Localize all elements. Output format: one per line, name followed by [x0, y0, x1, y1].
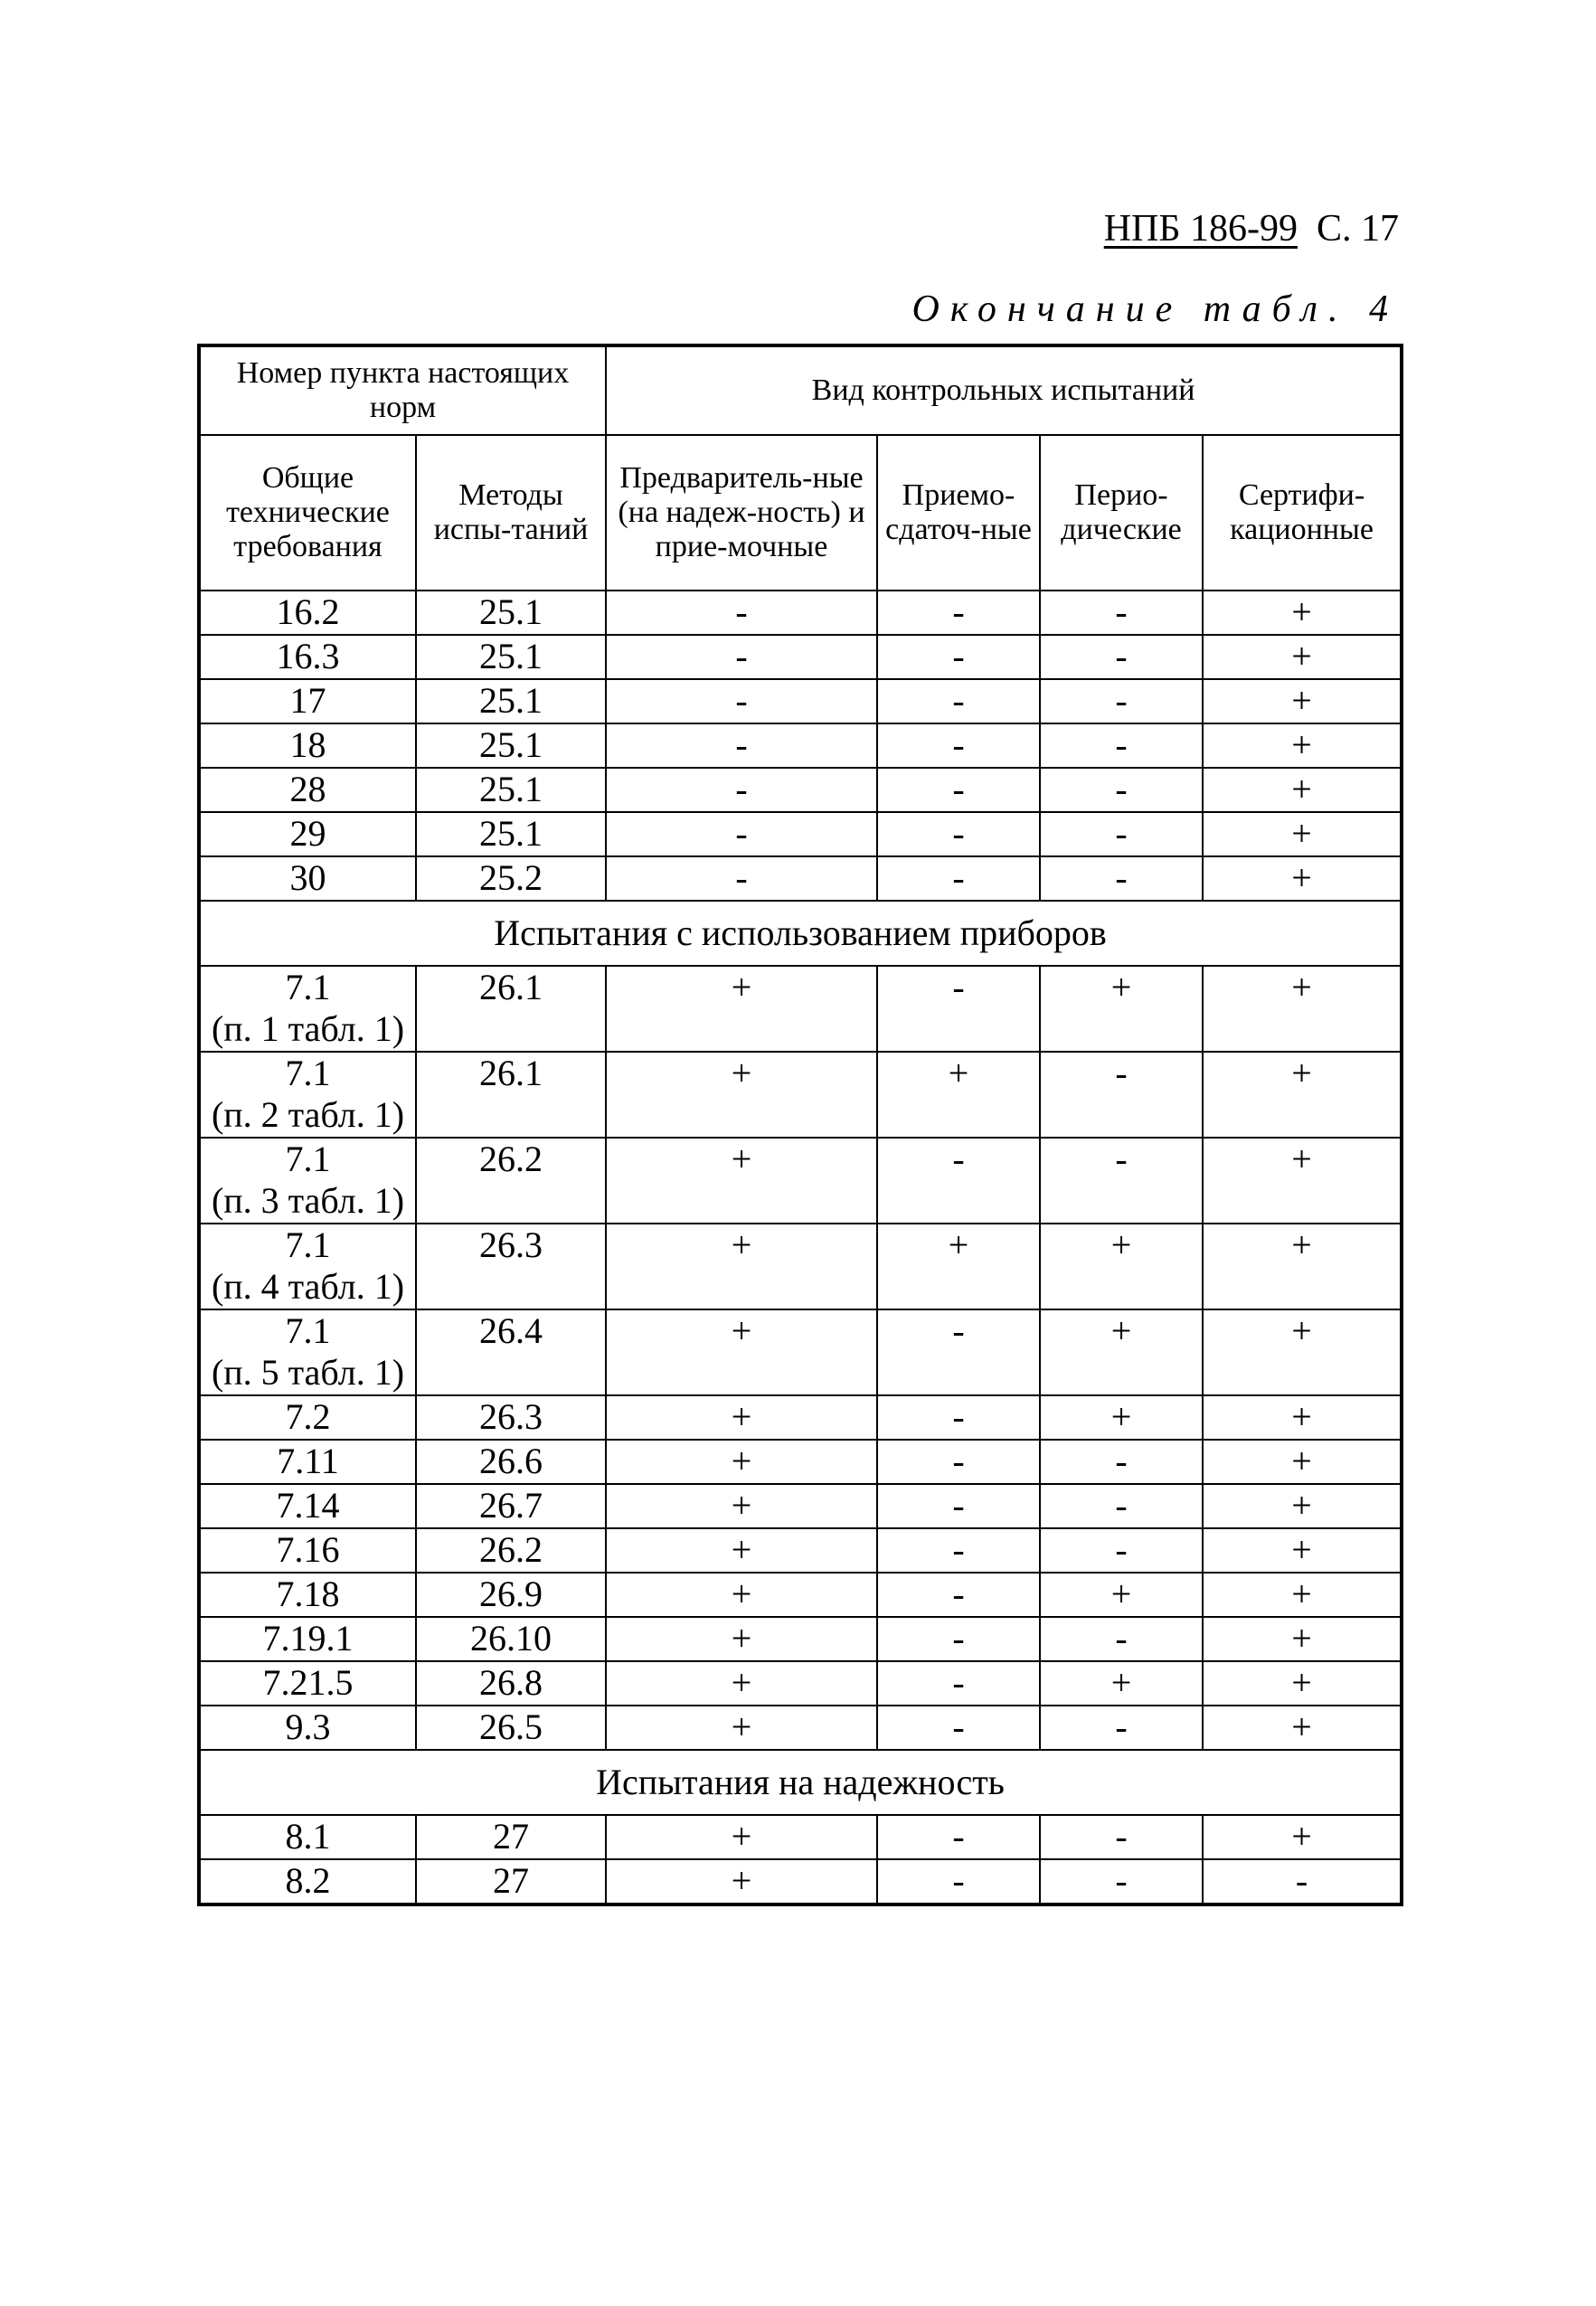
cell-acceptance: -: [877, 856, 1040, 901]
cell-periodic: +: [1040, 966, 1203, 1052]
table-row: [199, 1138, 1402, 1224]
cell-preliminary: -: [606, 679, 877, 723]
cell-acceptance: -: [877, 1395, 1040, 1440]
table-row: [199, 1859, 1402, 1904]
cell-requirement: 7.1 (п. 5 табл. 1): [199, 1309, 416, 1395]
cell-certification: +: [1203, 768, 1402, 812]
cell-requirement: 7.1 (п. 1 табл. 1): [199, 966, 416, 1052]
cell-method: 25.1: [416, 768, 606, 812]
cell-preliminary: -: [606, 812, 877, 856]
cell-certification: +: [1203, 1309, 1402, 1395]
table-row: [199, 1528, 1402, 1573]
cell-certification: +: [1203, 1617, 1402, 1661]
cell-acceptance: -: [877, 1138, 1040, 1224]
table-row: [199, 723, 1402, 768]
cell-acceptance: -: [877, 812, 1040, 856]
cell-preliminary: +: [606, 1224, 877, 1309]
cell-certification: +: [1203, 1224, 1402, 1309]
cell-requirement: 30: [199, 856, 416, 901]
header-preliminary-tests: Предваритель-ные (на надеж-ность) и прие-мочные: [606, 435, 877, 591]
cell-acceptance: -: [877, 635, 1040, 679]
cell-preliminary: -: [606, 591, 877, 635]
cell-method: 25.1: [416, 679, 606, 723]
cell-requirement: 7.1 (п. 4 табл. 1): [199, 1224, 416, 1309]
cell-certification: +: [1203, 1661, 1402, 1706]
table-row: [199, 1706, 1402, 1750]
table-row: [199, 1395, 1402, 1440]
cell-acceptance: -: [877, 1528, 1040, 1573]
cell-certification: +: [1203, 591, 1402, 635]
cell-acceptance: +: [877, 1224, 1040, 1309]
header-certification-tests: Сертифи-кационные: [1203, 435, 1402, 591]
cell-certification: +: [1203, 812, 1402, 856]
group-header-clause-numbers: Номер пункта настоящих норм: [199, 345, 606, 435]
cell-preliminary: +: [606, 1706, 877, 1750]
cell-method: 26.5: [416, 1706, 606, 1750]
cell-periodic: -: [1040, 1138, 1203, 1224]
table-body: [199, 591, 1402, 1904]
cell-certification: +: [1203, 1138, 1402, 1224]
cell-requirement: 29: [199, 812, 416, 856]
cell-preliminary: +: [606, 1617, 877, 1661]
table-caption: Окончание табл. 4: [911, 288, 1399, 330]
table-row: [199, 1224, 1402, 1309]
cell-requirement: 7.18: [199, 1573, 416, 1617]
table-row: [199, 1052, 1402, 1138]
cell-method: 25.1: [416, 635, 606, 679]
cell-periodic: +: [1040, 1395, 1203, 1440]
cell-acceptance: -: [877, 679, 1040, 723]
cell-preliminary: +: [606, 1859, 877, 1904]
header-periodic-tests: Перио-дические: [1040, 435, 1203, 591]
cell-requirement: 28: [199, 768, 416, 812]
cell-requirement: 16.3: [199, 635, 416, 679]
cell-requirement: 17: [199, 679, 416, 723]
cell-requirement: 16.2: [199, 591, 416, 635]
section-row: [199, 901, 1402, 966]
cell-periodic: -: [1040, 768, 1203, 812]
cell-periodic: -: [1040, 1440, 1203, 1484]
cell-acceptance: -: [877, 768, 1040, 812]
section-title: Испытания на надежность: [199, 1750, 1402, 1815]
cell-acceptance: -: [877, 591, 1040, 635]
cell-certification: +: [1203, 1052, 1402, 1138]
cell-requirement: 7.16: [199, 1528, 416, 1573]
cell-preliminary: +: [606, 966, 877, 1052]
cell-certification: +: [1203, 966, 1402, 1052]
cell-requirement: 18: [199, 723, 416, 768]
cell-method: 25.1: [416, 723, 606, 768]
cell-preliminary: +: [606, 1309, 877, 1395]
table-row: [199, 591, 1402, 635]
cell-method: 26.1: [416, 966, 606, 1052]
cell-certification: +: [1203, 1528, 1402, 1573]
table-row: [199, 768, 1402, 812]
header-general-requirements: Общие технические требования: [199, 435, 416, 591]
cell-requirement: 7.21.5: [199, 1661, 416, 1706]
table-row: [199, 635, 1402, 679]
table-row: [199, 812, 1402, 856]
cell-preliminary: +: [606, 1815, 877, 1859]
cell-method: 26.6: [416, 1440, 606, 1484]
table-row: [199, 1484, 1402, 1528]
cell-acceptance: -: [877, 1617, 1040, 1661]
cell-method: 26.3: [416, 1224, 606, 1309]
tests-table: [197, 344, 1403, 1906]
cell-periodic: -: [1040, 1706, 1203, 1750]
cell-method: 26.1: [416, 1052, 606, 1138]
page-number: С. 17: [1316, 208, 1399, 250]
table-row: [199, 1661, 1402, 1706]
cell-certification: +: [1203, 1484, 1402, 1528]
cell-acceptance: -: [877, 1661, 1040, 1706]
cell-periodic: -: [1040, 635, 1203, 679]
cell-method: 27: [416, 1859, 606, 1904]
cell-certification: +: [1203, 1815, 1402, 1859]
table-row: [199, 1573, 1402, 1617]
cell-periodic: +: [1040, 1224, 1203, 1309]
cell-periodic: -: [1040, 1528, 1203, 1573]
cell-requirement: 7.19.1: [199, 1617, 416, 1661]
cell-preliminary: -: [606, 635, 877, 679]
cell-periodic: -: [1040, 1617, 1203, 1661]
cell-preliminary: -: [606, 768, 877, 812]
cell-requirement: 7.11: [199, 1440, 416, 1484]
cell-periodic: +: [1040, 1573, 1203, 1617]
cell-preliminary: -: [606, 723, 877, 768]
cell-periodic: -: [1040, 1052, 1203, 1138]
cell-method: 26.9: [416, 1573, 606, 1617]
cell-certification: +: [1203, 1573, 1402, 1617]
table-row: [199, 856, 1402, 901]
cell-periodic: -: [1040, 856, 1203, 901]
cell-method: 26.8: [416, 1661, 606, 1706]
cell-method: 26.10: [416, 1617, 606, 1661]
cell-periodic: -: [1040, 1815, 1203, 1859]
cell-preliminary: +: [606, 1052, 877, 1138]
section-title: Испытания с использованием приборов: [199, 901, 1402, 966]
cell-certification: +: [1203, 679, 1402, 723]
cell-acceptance: -: [877, 1706, 1040, 1750]
cell-periodic: -: [1040, 591, 1203, 635]
cell-requirement: 8.2: [199, 1859, 416, 1904]
table-row: [199, 1815, 1402, 1859]
cell-preliminary: +: [606, 1528, 877, 1573]
cell-preliminary: -: [606, 856, 877, 901]
cell-method: 26.3: [416, 1395, 606, 1440]
cell-certification: +: [1203, 723, 1402, 768]
cell-certification: +: [1203, 1395, 1402, 1440]
cell-periodic: -: [1040, 1859, 1203, 1904]
cell-acceptance: -: [877, 1573, 1040, 1617]
cell-acceptance: -: [877, 1815, 1040, 1859]
cell-acceptance: -: [877, 966, 1040, 1052]
cell-preliminary: +: [606, 1138, 877, 1224]
cell-method: 26.4: [416, 1309, 606, 1395]
cell-requirement: 7.2: [199, 1395, 416, 1440]
cell-periodic: +: [1040, 1309, 1203, 1395]
cell-certification: +: [1203, 856, 1402, 901]
cell-preliminary: +: [606, 1661, 877, 1706]
cell-preliminary: +: [606, 1395, 877, 1440]
table-row: [199, 1440, 1402, 1484]
group-header-test-types: Вид контрольных испытаний: [606, 345, 1402, 435]
cell-method: 25.1: [416, 812, 606, 856]
section-row: [199, 1750, 1402, 1815]
cell-preliminary: +: [606, 1573, 877, 1617]
cell-preliminary: +: [606, 1484, 877, 1528]
cell-periodic: -: [1040, 723, 1203, 768]
document-header: [1104, 210, 1399, 248]
cell-requirement: 7.14: [199, 1484, 416, 1528]
header-test-methods: Методы испы-таний: [416, 435, 606, 591]
cell-acceptance: -: [877, 1859, 1040, 1904]
cell-acceptance: -: [877, 1440, 1040, 1484]
document-code: НПБ 186-99: [1103, 208, 1298, 250]
cell-requirement: 9.3: [199, 1706, 416, 1750]
cell-method: 27: [416, 1815, 606, 1859]
table-row: [199, 679, 1402, 723]
cell-requirement: 8.1: [199, 1815, 416, 1859]
cell-acceptance: -: [877, 1484, 1040, 1528]
cell-certification: +: [1203, 1706, 1402, 1750]
cell-periodic: +: [1040, 1661, 1203, 1706]
table-row: [199, 1617, 1402, 1661]
cell-acceptance: -: [877, 1309, 1040, 1395]
cell-method: 26.7: [416, 1484, 606, 1528]
header-acceptance-tests: Приемо-сдаточ-ные: [877, 435, 1040, 591]
cell-periodic: -: [1040, 1484, 1203, 1528]
cell-method: 25.1: [416, 591, 606, 635]
cell-certification: -: [1203, 1859, 1402, 1904]
cell-acceptance: +: [877, 1052, 1040, 1138]
cell-method: 25.2: [416, 856, 606, 901]
table-row: [199, 966, 1402, 1052]
cell-preliminary: +: [606, 1440, 877, 1484]
cell-periodic: -: [1040, 812, 1203, 856]
cell-requirement: 7.1 (п. 2 табл. 1): [199, 1052, 416, 1138]
cell-certification: +: [1203, 1440, 1402, 1484]
cell-requirement: 7.1 (п. 3 табл. 1): [199, 1138, 416, 1224]
cell-method: 26.2: [416, 1528, 606, 1573]
cell-method: 26.2: [416, 1138, 606, 1224]
cell-acceptance: -: [877, 723, 1040, 768]
cell-periodic: -: [1040, 679, 1203, 723]
table-row: [199, 1309, 1402, 1395]
cell-certification: +: [1203, 635, 1402, 679]
